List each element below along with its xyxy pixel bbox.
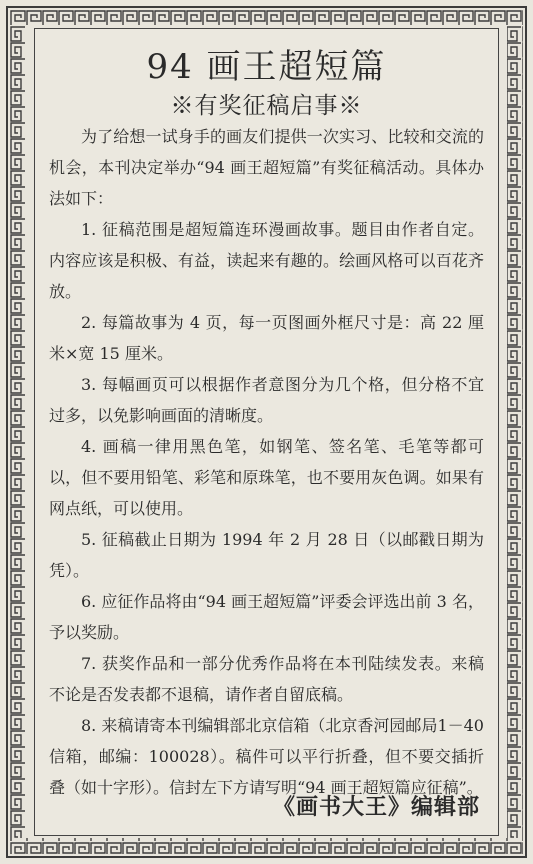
notice-body xyxy=(49,121,484,803)
rule-2: 2. 每篇故事为 4 页，每一页图画外框尺寸是：高 22 厘米×宽 15 厘米。 xyxy=(49,313,484,363)
rule-3: 3. 每幅画页可以根据作者意图分为几个格，但分格不宜过多，以免影响画面的清晰度。 xyxy=(49,375,484,425)
editor-signature: 《画书大王》编辑部 xyxy=(272,794,480,820)
rule-4: 4. 画稿一律用黑色笔，如钢笔、签名笔、毛笔等都可以，但不要用铅笔、彩笔和原珠笔，也不要用灰色调。如果有网点纸，可以使用。 xyxy=(49,437,484,518)
rule-1: 1. 征稿范围是超短篇连环漫画故事。题目由作者自定。内容应该是积极、有益，读起来有趣的。绘画风格可以百花齐放。 xyxy=(49,220,484,301)
rule-7: 7. 获奖作品和一部分优秀作品将在本刊陆续发表。来稿不论是否发表都不退稿，请作者自留底稿。 xyxy=(49,654,484,704)
rule-5: 5. 征稿截止日期为 1994 年 2 月 28 日（以邮戳日期为凭）。 xyxy=(49,530,484,580)
intro-paragraph: 为了给想一试身手的画友们提供一次实习、比较和交流的机会，本刊决定举办“94 画王超短篇”有奖征稿活动。具体办法如下： xyxy=(49,127,484,208)
rule-6: 6. 应征作品将由“94 画王超短篇”评委会评选出前 3 名，予以奖励。 xyxy=(49,592,484,642)
rule-8: 8. 来稿请寄本刊编辑部北京信箱（北京香河园邮局1－40 信箱，邮编：100028）。稿件可以平行折叠，但不要交插折叠（如十字形）。信封左下方请写明“94 画王超短篇应征稿”。 xyxy=(49,716,484,797)
notice-title: 94 画王超短篇 xyxy=(146,47,387,87)
notice-subtitle: ※有奖征稿启事※ xyxy=(170,93,363,119)
notice-content xyxy=(34,28,499,836)
